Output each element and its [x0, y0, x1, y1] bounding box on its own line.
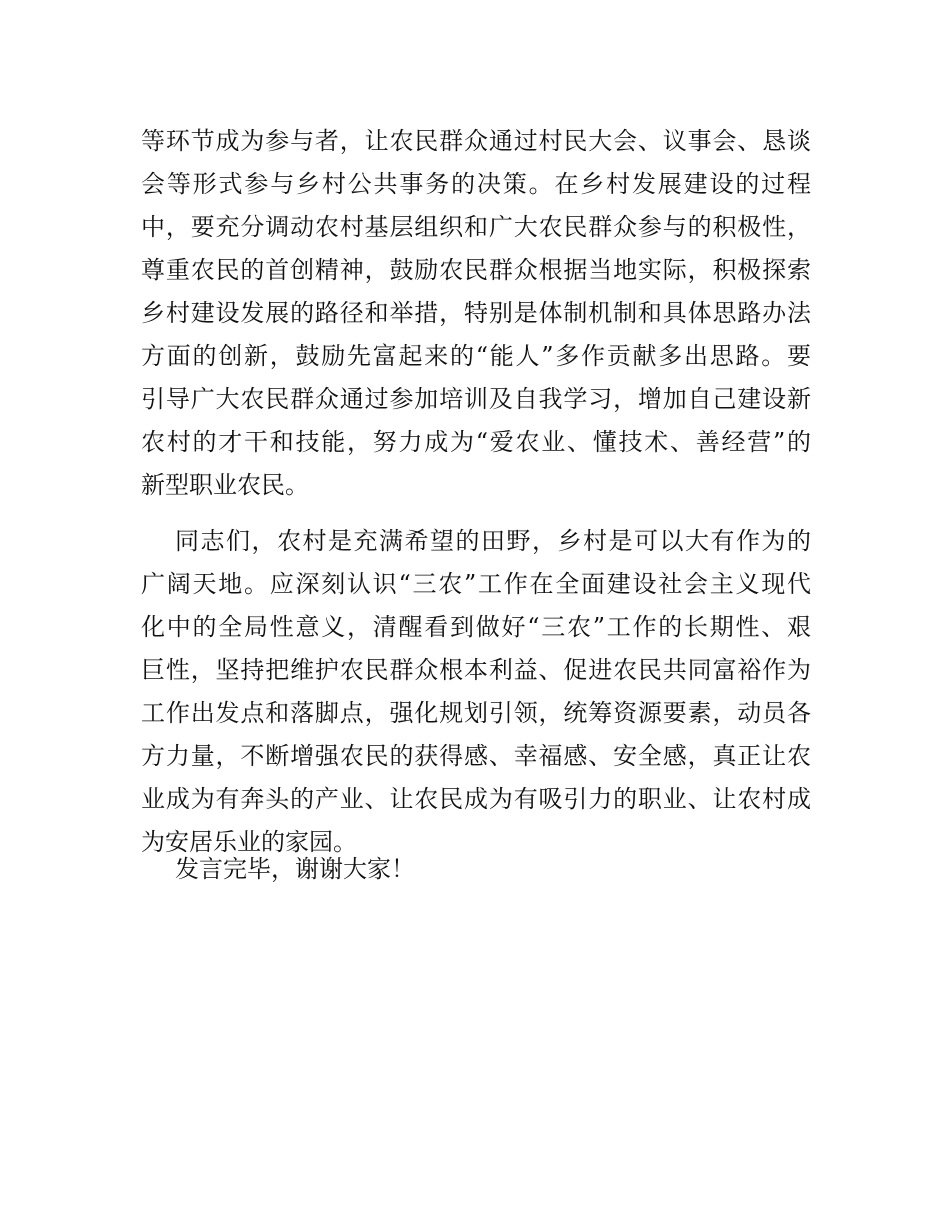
text-line: 方力量，不断增强农民的获得感、幸福感、安全感，真正让农 [141, 742, 811, 770]
text-line: 中，要充分调动农村基层组织和广大农民群众参与的积极性， [141, 213, 811, 241]
text-line: 巨性，坚持把维护农民群众根本利益、促进农民共同富裕作为 [141, 656, 811, 684]
text-line: 引导广大农民群众通过参加培训及自我学习，增加自己建设新 [141, 385, 811, 413]
text-line: 乡村建设发展的路径和举措，特别是体制机制和具体思路办法 [141, 299, 811, 327]
text-line: 农村的才干和技能，努力成为“爱农业、懂技术、善经营”的 [141, 428, 811, 456]
text-line: 等环节成为参与者，让农民群众通过村民大会、议事会、恳谈 [141, 127, 811, 155]
text-line: 尊重农民的首创精神，鼓励农民群众根据当地实际，积极探索 [141, 256, 811, 284]
text-line: 新型职业农民。 [141, 471, 309, 499]
text-line: 会等形式参与乡村公共事务的决策。在乡村发展建设的过程 [141, 170, 811, 198]
text-line: 为安居乐业的家园。 [141, 828, 357, 856]
text-line: 业成为有奔头的产业、让农民成为有吸引力的职业、让农村成 [141, 785, 811, 813]
text-line: 广阔天地。应深刻认识“三农”工作在全面建设社会主义现代 [141, 570, 811, 598]
text-line: 化中的全局性意义，清醒看到做好“三农”工作的长期性、艰 [141, 613, 811, 641]
paragraph-1 [141, 120, 811, 507]
paragraph-2 [141, 520, 811, 864]
text-line: 同志们，农村是充满希望的田野，乡村是可以大有作为的 [175, 527, 811, 555]
text-line: 发言完毕，谢谢大家！ [175, 855, 415, 883]
text-line: 工作出发点和落脚点，强化规划引领，统筹资源要素，动员各 [141, 699, 811, 727]
paragraph-3 [141, 848, 811, 891]
text-line: 方面的创新，鼓励先富起来的“能人”多作贡献多出思路。要 [141, 342, 811, 370]
